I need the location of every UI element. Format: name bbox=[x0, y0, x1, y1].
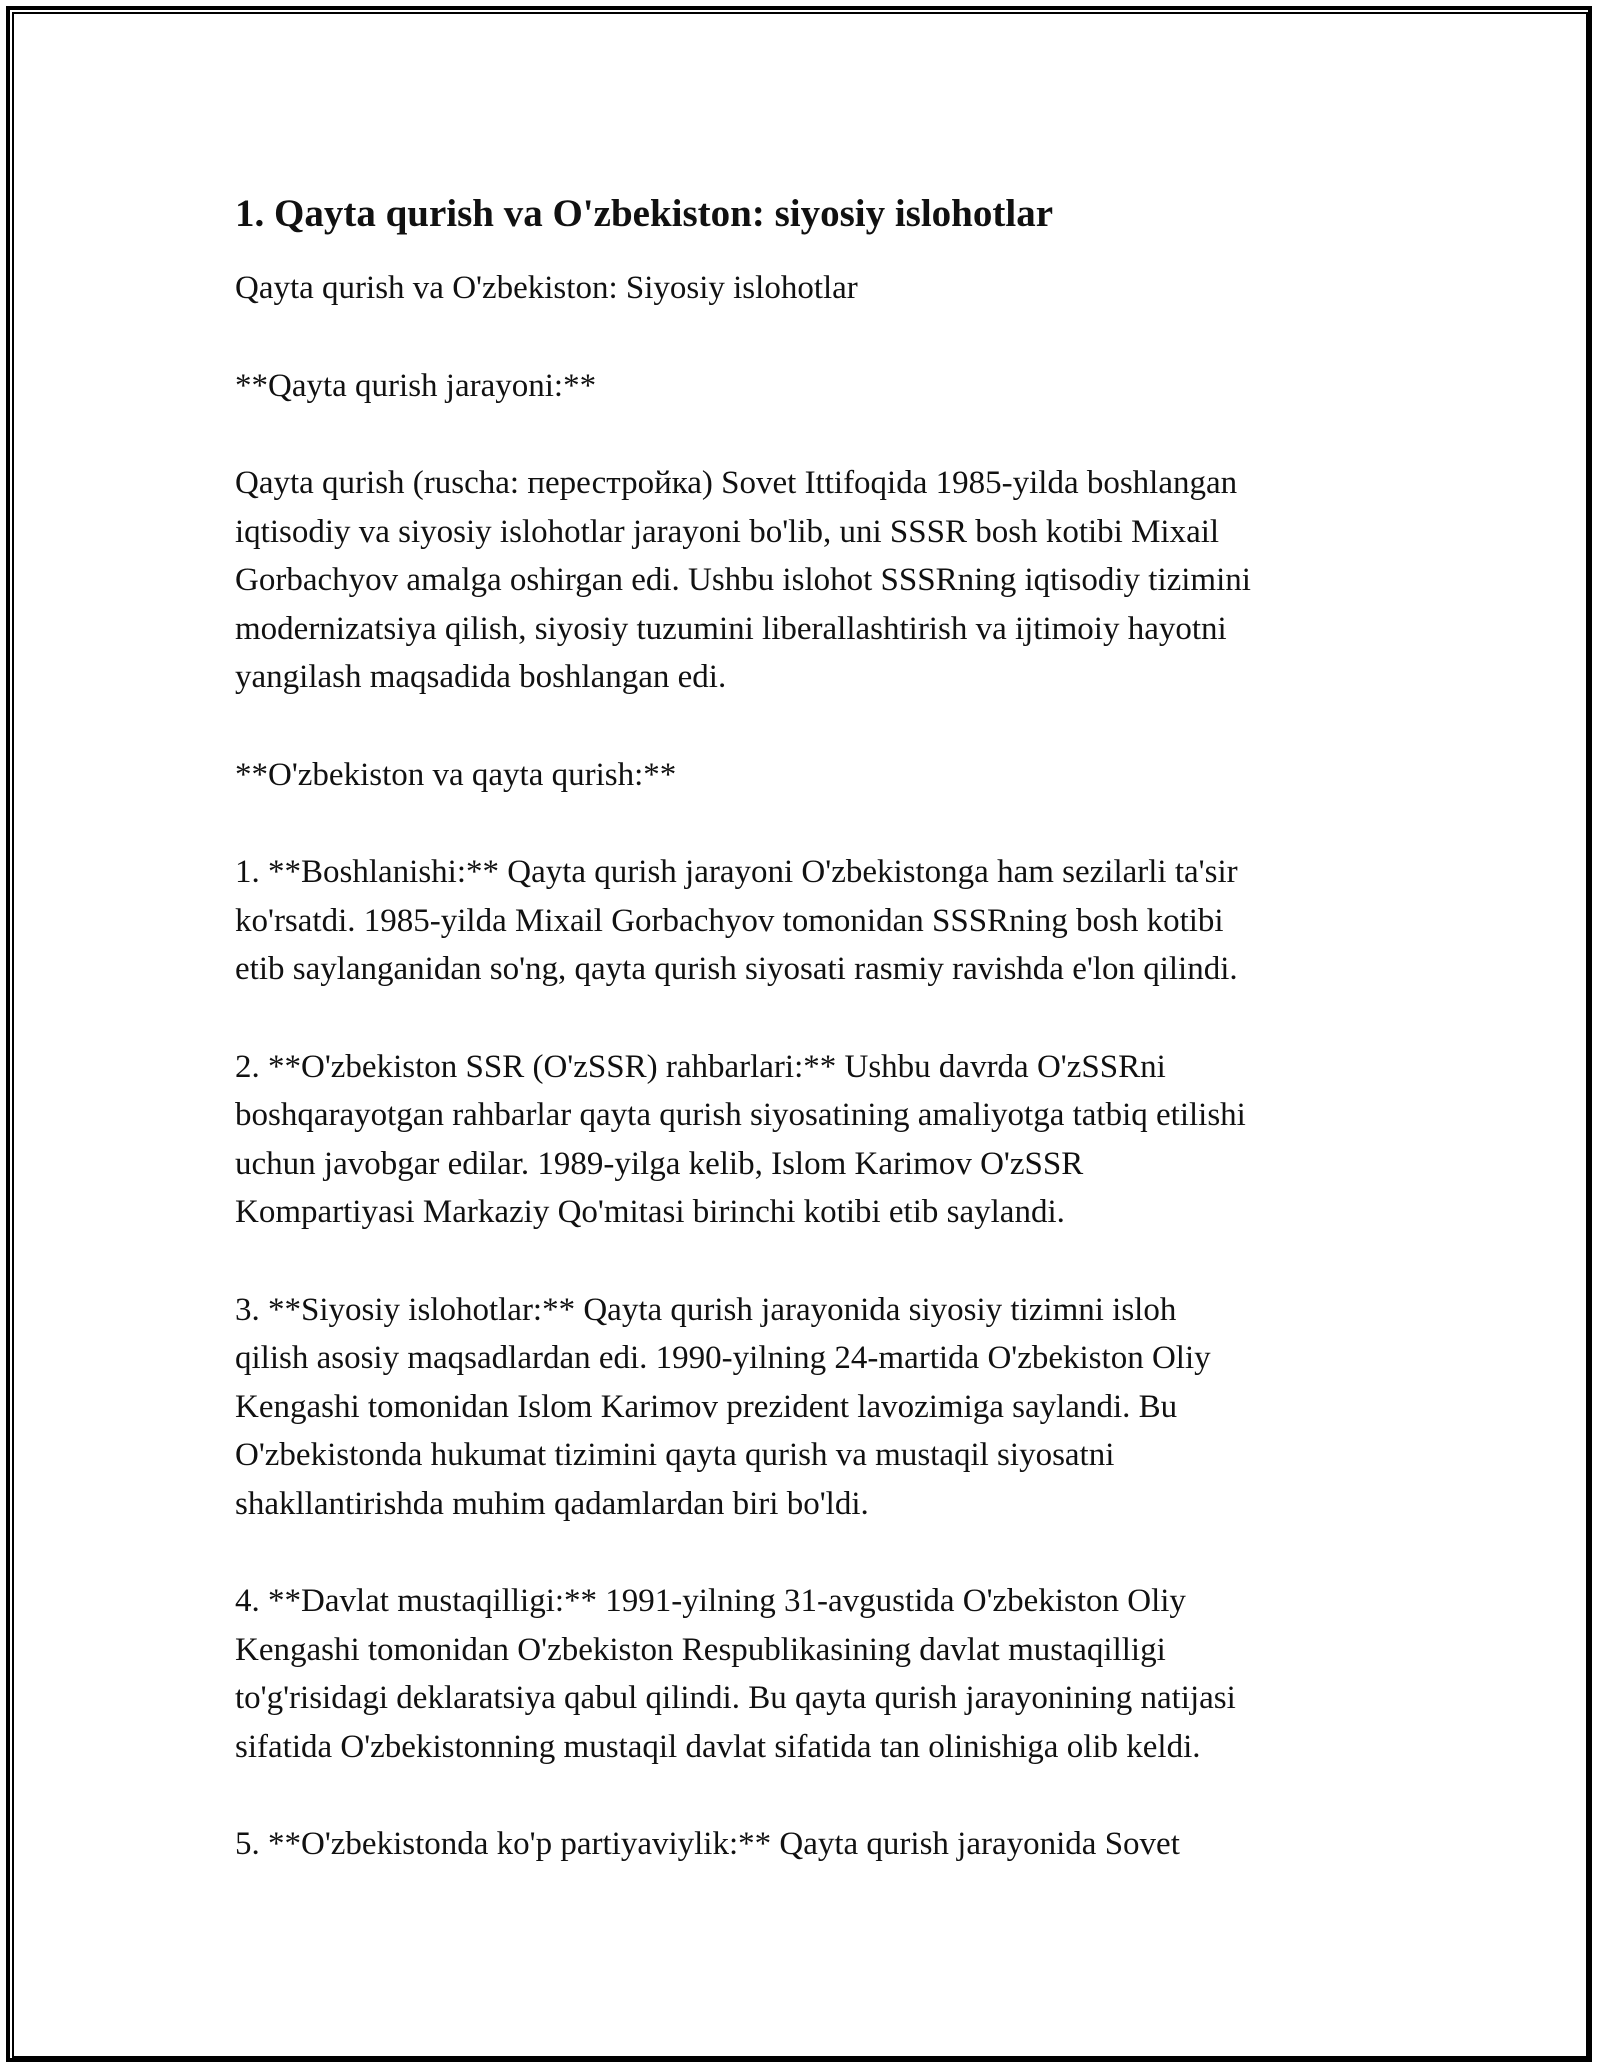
document-body bbox=[235, 186, 1385, 1869]
list-item-kop-partiyaviylik: 5. **O'zbekistonda ko'p partiyaviylik:** Qayta qurish jarayonida Sovet bbox=[235, 1826, 1180, 1862]
document-subtitle: Qayta qurish va O'zbekiston: Siyosiy islohotlar bbox=[235, 270, 858, 306]
section-heading-ozbekiston-va-qayta-qurish: **O'zbekiston va qayta qurish:** bbox=[235, 756, 677, 793]
section-heading-qayta-qurish-jarayoni: **Qayta qurish jarayoni:** bbox=[235, 367, 597, 404]
list-item-ozssr-rahbarlari: 2. **O'zbekiston SSR (O'zSSR) rahbarlari:** Ushbu davrda O'zSSRni boshqarayotgan rahbarlar qayta qurish siyosatining amaliyotga tatbiq etilishi uchun javobgar edilar. 1989-yilga kelib, Islom Karimov O'zSSR Kompartiyasi Markaziy Qo'mitasi birinchi kotibi etib saylandi. bbox=[235, 1048, 1246, 1230]
list-item-siyosiy-islohotlar: 3. **Siyosiy islohotlar:** Qayta qurish jarayonida siyosiy tizimni isloh qilish asosiy maqsadlardan edi. 1990-yilning 24-martida O'zbekiston Oliy Kengashi tomonidan Islom Karimov prezident lavozimiga saylandi. Bu O'zbekistonda hukumat tizimini qayta qurish va mustaqil siyosatni shakllantirishda muhim qadamlardan biri bo'ldi. bbox=[235, 1291, 1211, 1522]
section-paragraph-intro: Qayta qurish (ruscha: перестройка) Sovet Ittifoqida 1985-yilda boshlangan iqtisodiy va siyosiy islohotlar jarayoni bo'lib, uni SSSR bosh kotibi Mixail Gorbachyov amalga oshirgan edi. Ushbu islohot SSSRning iqtisodiy tizimini modernizatsiya qilish, siyosiy tuzumini liberallashtirish va ijtimoiy hayotni yangilash maqsadida boshlangan edi. bbox=[235, 465, 1251, 695]
list-item-boshlanishi: 1. **Boshlanishi:** Qayta qurish jarayoni O'zbekistonga ham sezilarli ta'sir ko'rsatdi. 1985-yilda Mixail Gorbachyov tomonidan SSSRning bosh kotibi etib saylanganidan so'ng, qayta qurish siyosati rasmiy ravishda e'lon qilindi. bbox=[235, 854, 1238, 987]
document-title: 1. Qayta qurish va O'zbekiston: siyosiy islohotlar bbox=[235, 192, 1054, 235]
list-item-davlat-mustaqilligi: 4. **Davlat mustaqilligi:** 1991-yilning 31-avgustida O'zbekiston Oliy Kengashi tomonidan O'zbekiston Respublikasining davlat mustaqilligi to'g'risidagi deklaratsiya qabul qilindi. Bu qayta qurish jarayonining natijasi sifatida O'zbekistonning mustaqil davlat sifatida tan olinishiga olib keldi. bbox=[235, 1583, 1236, 1765]
